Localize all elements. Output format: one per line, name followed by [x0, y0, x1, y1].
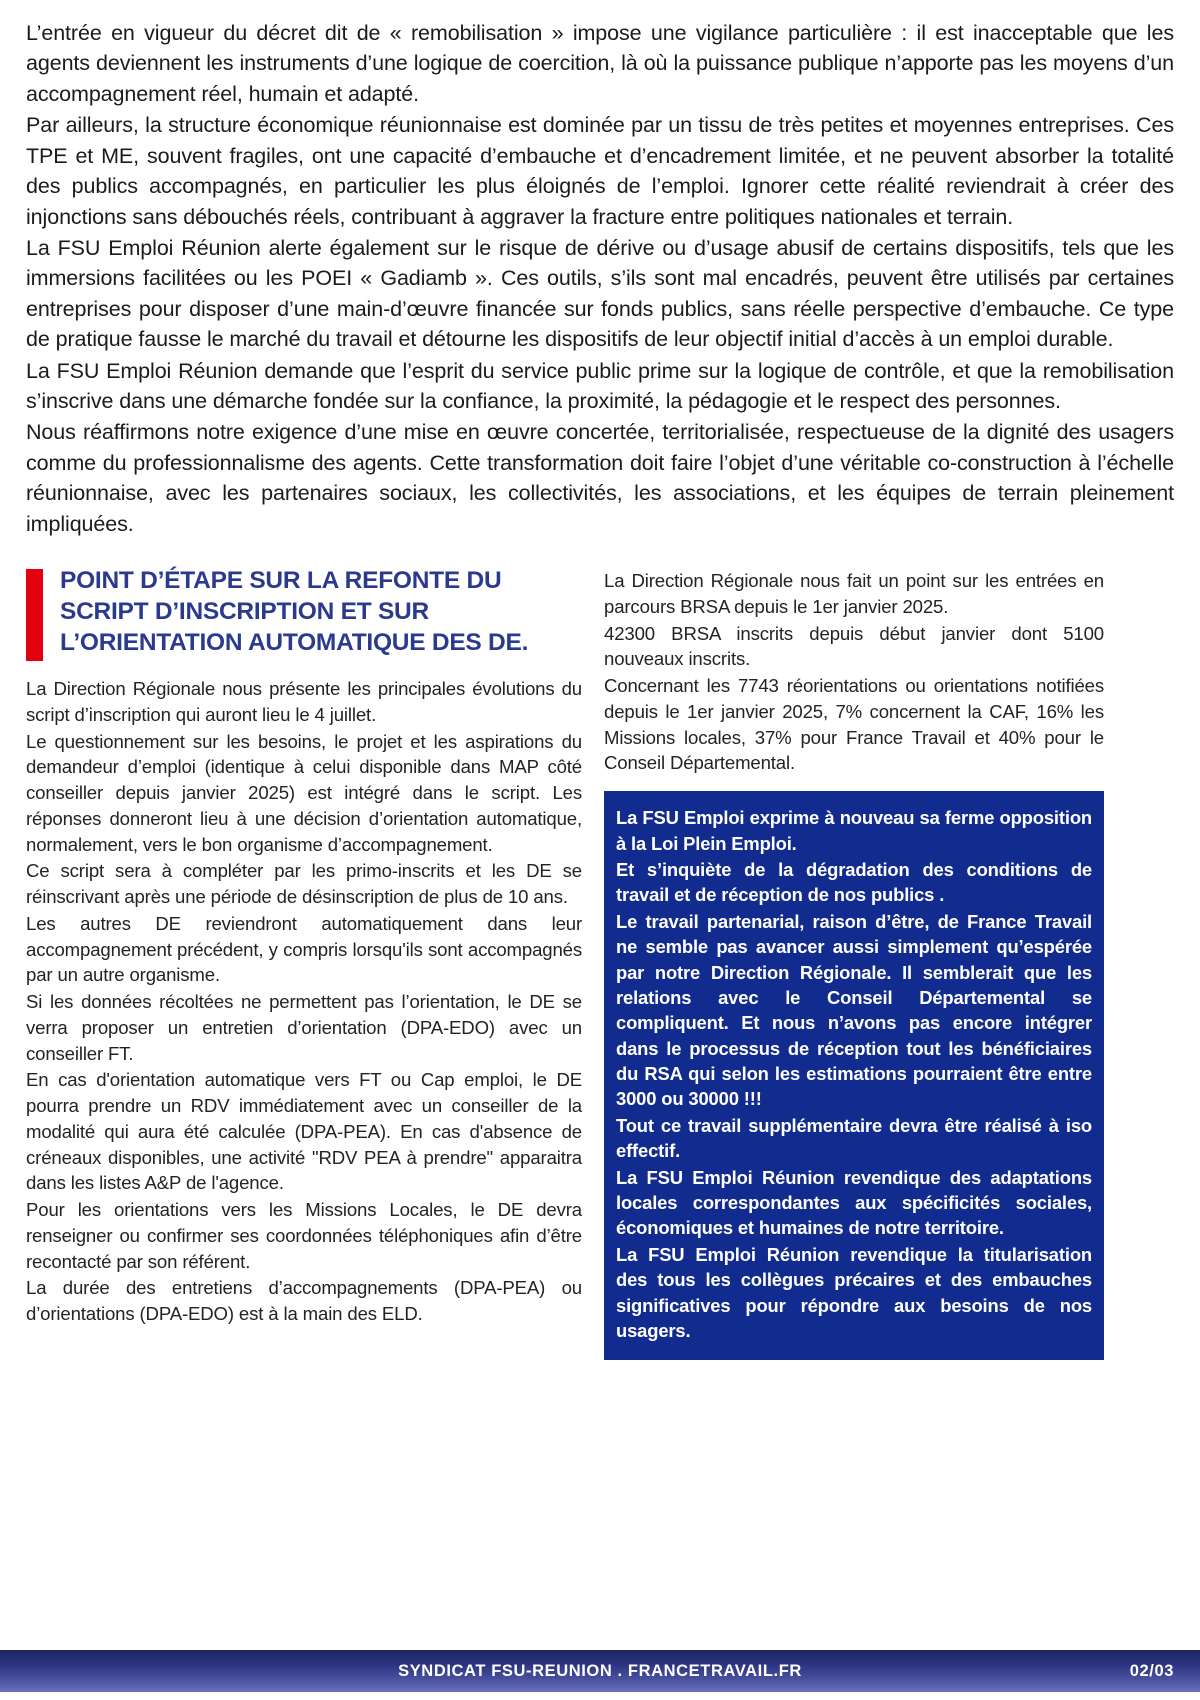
- paragraph: Ce script sera à compléter par les primo-inscrits et les DE se réinscrivant après une période de désinscription de plus de 10 ans.: [26, 860, 582, 908]
- paragraph: La Direction Régionale nous présente les principales évolutions du script d’inscription qui auront lieu le 4 juillet.: [26, 678, 582, 725]
- callout-paragraph: Et s’inquiète de la dégradation des conditions de travail et de réception de nos publics .: [616, 858, 1092, 906]
- intro-paragraph: Par ailleurs, la structure économique réunionnaise est dominée par un tissu de très petites et moyennes entreprises. Ces TPE et ME, souvent fragiles, ont une capacité d’embauche et d’encadrement limitée, et ne peuvent absorber la totalité des publics accompagnés, en particulier les plus éloignés de l’emploi. Ignorer cette réalité reviendrait à créer des injonctions sans débouchés réels, contribuant à aggraver la fracture entre politiques nationales et terrain.: [26, 113, 1174, 229]
- right-column: [604, 566, 1104, 1360]
- intro-paragraph: L’entrée en vigueur du décret dit de « remobilisation » impose une vigilance particulière : il est inacceptable que les agents deviennent les instruments d’une logique de coercition, là où la puissance publique n’apporte pas les moyens d’un accompagnement réel, humain et adapté.: [26, 21, 1174, 106]
- page-number: 02/03: [1129, 1661, 1174, 1680]
- paragraph: La Direction Régionale nous fait un point sur les entrées en parcours BRSA depuis le 1er janvier 2025.: [604, 570, 1104, 617]
- callout-paragraph: La FSU Emploi exprime à nouveau sa ferme opposition à la Loi Plein Emploi.: [616, 807, 1092, 854]
- section-heading: [26, 566, 582, 661]
- paragraph: En cas d'orientation automatique vers FT ou Cap emploi, le DE pourra prendre un RDV immédiatement avec un conseiller de la modalité qui aura été calculée (DPA-PEA). En cas d'absence de créneaux disponibles, une activité "RDV PEA à prendre" apparaitra dans les listes A&P de l'agence.: [26, 1069, 582, 1194]
- callout-paragraph: La FSU Emploi Réunion revendique des adaptations locales correspondantes aux spécificités sociales, économiques et humaines de notre territoire.: [616, 1166, 1092, 1239]
- left-column-body: [26, 676, 582, 1327]
- callout-paragraph: La FSU Emploi Réunion revendique la titularisation des tous les collègues précaires et des embauches significatives pour répondre aux besoins de nos usagers.: [616, 1243, 1092, 1341]
- intro-section: [0, 0, 1200, 540]
- paragraph: 42300 BRSA inscrits depuis début janvier dont 5100 nouveaux inscrits.: [604, 622, 1104, 670]
- intro-paragraph: La FSU Emploi Réunion alerte également sur le risque de dérive ou d’usage abusif de certains dispositifs, tels que les immersions facilitées ou les POEI « Gadiamb ». Ces outils, s’ils sont mal encadrés, peuvent être utilisés par certaines entreprises pour disposer d’une main-d’œuvre financée sur fonds publics, sans réelle perspective d’embauche. Ce type de pratique fausse le marché du travail et détourne les dispositifs de leur objectif initial d’accès à un emploi durable.: [26, 235, 1174, 352]
- callout-paragraph: Le travail partenarial, raison d’être, de France Travail ne semble pas avancer aussi simplement qu’espérée par notre Direction Régionale. Il semblerait que les relations avec le Conseil Départemental se compliquent. Et nous n’avons pas encore intégrer dans le processus de réception tout les bénéficiaires du RSA qui selon les estimations pourraient être entre 3000 ou 30000 !!!: [616, 910, 1092, 1110]
- right-column-body: [604, 568, 1104, 776]
- union-statement-callout: [604, 791, 1104, 1360]
- paragraph: Le questionnement sur les besoins, le projet et les aspirations du demandeur d’emploi (identique à celui disponible dans MAP côté conseiller depuis janvier 2025) est intégré dans le script. Les réponses donneront lieu à une décision d’orientation automatique, normalement, vers le bon organisme d’accompagnement.: [26, 730, 582, 855]
- paragraph: La durée des entretiens d’accompagnements (DPA-PEA) ou d’orientations (DPA-EDO) est à la main des ELD.: [26, 1277, 582, 1325]
- red-accent-bar-icon: [26, 569, 43, 661]
- two-column-area: [0, 540, 1200, 1700]
- page-footer: [0, 1650, 1200, 1692]
- intro-paragraph: Nous réaffirmons notre exigence d’une mise en œuvre concertée, territorialisée, respectueuse de la dignité des usagers comme du professionnalisme des agents. Cette transformation doit faire l’objet d’une véritable co-construction à l’échelle réunionnaise, avec les partenaires sociaux, les collectivités, les associations, et les équipes de terrain pleinement impliquées.: [26, 420, 1174, 536]
- paragraph: Les autres DE reviendront automatiquement dans leur accompagnement précédent, y compris lorsqu'ils sont accompagnés par un autre organisme.: [26, 912, 582, 986]
- left-column: [26, 566, 582, 1328]
- section-title: POINT D’ÉTAPE SUR LA REFONTE DU SCRIPT D’INSCRIPTION ET SUR L’ORIENTATION AUTOMATIQUE DES DE.: [60, 567, 529, 656]
- footer-site-label: SYNDICAT FSU-REUNION . FRANCETRAVAIL.FR: [398, 1661, 802, 1680]
- paragraph: Concernant les 7743 réorientations ou orientations notifiées depuis le 1er janvier 2025, 7% concernent la CAF, 16% les Missions locales, 37% pour France Travail et 40% pour le Conseil Départemental.: [604, 675, 1104, 774]
- intro-paragraph: La FSU Emploi Réunion demande que l’esprit du service public prime sur la logique de contrôle, et que la remobilisation s’inscrive dans une démarche fondée sur la confiance, la proximité, la pédagogie et le respect des personnes.: [26, 358, 1174, 414]
- callout-paragraph: Tout ce travail supplémentaire devra être réalisé à iso effectif.: [616, 1114, 1092, 1162]
- paragraph: Pour les orientations vers les Missions Locales, le DE devra renseigner ou confirmer ses coordonnées téléphoniques afin d’être recontacté par son référent.: [26, 1199, 582, 1272]
- paragraph: Si les données récoltées ne permettent pas l’orientation, le DE se verra proposer un entretien d’orientation (DPA-EDO) avec un conseiller FT.: [26, 991, 582, 1064]
